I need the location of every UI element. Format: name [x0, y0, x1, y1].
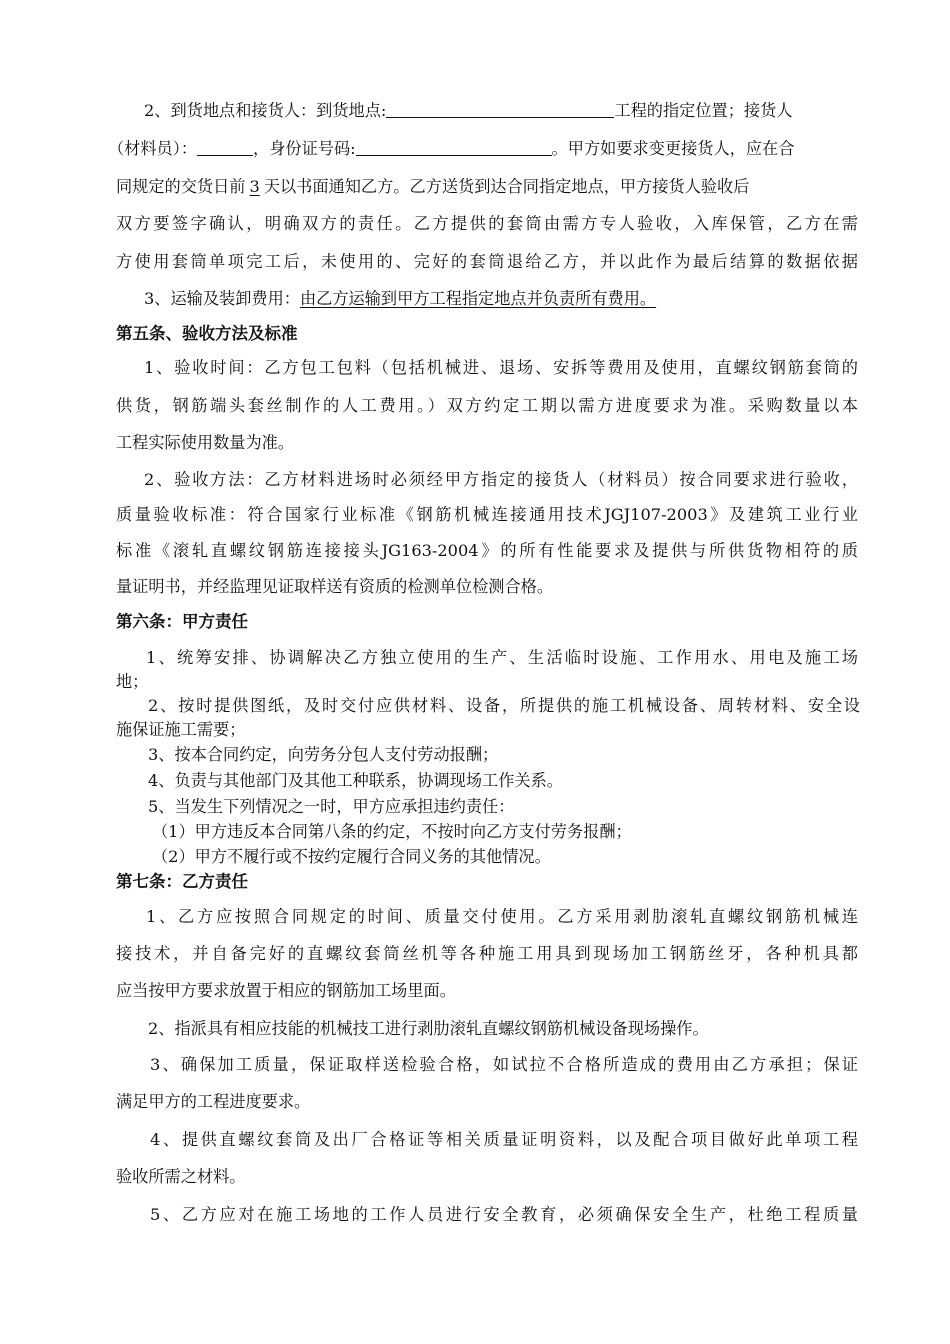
list-item: 2、指派具有相应技能的机械技工进行剥肋滚轧直螺纹钢筋机械设备现场操作。 — [148, 1019, 709, 1038]
id-number-blank — [356, 139, 552, 156]
paragraph-line: 标准《滚轧直螺纹钢筋连接接头JG163-2004》的所有性能要求及提供与所供货物相符的质 — [116, 541, 858, 560]
notice-days-value: 3 — [249, 177, 260, 196]
list-item: 2、按时提供图纸，及时交付应供材料、设备，所提供的施工机械设备、周转材料、安全设 — [148, 696, 860, 715]
list-item: 接技术，并自备完好的直螺纹套筒丝机等各种施工用具到现场加工钢筋丝牙，各种机具都 — [116, 944, 858, 963]
transport-fee-line: 3、运输及装卸费用：由乙方运输到甲方工程指定地点并负责所有费用。 — [144, 289, 657, 308]
list-item: 应当按甲方要求放置于相应的钢筋加工场里面。 — [116, 981, 456, 1000]
paragraph-line: 方使用套筒单项完工后，未使用的、完好的套筒退给乙方，并以此作为最后结算的数据依据 — [116, 252, 858, 271]
delivery-location-blank — [386, 101, 614, 118]
notice-days-line: 同规定的交货日前 3 天以书面通知乙方。乙方送货到达合同指定地点，甲方接货人验收后 — [116, 177, 750, 196]
list-item: 5、乙方应对在施工场地的工作人员进行安全教育，必须确保安全生产，杜绝工程质量 — [150, 1205, 858, 1224]
paragraph-line: 工程实际使用数量为准。 — [116, 433, 295, 452]
paragraph-line: 2、验收方法：乙方材料进场时必须经甲方指定的接货人（材料员）按合同要求进行验收， — [144, 470, 858, 489]
list-item: 3、按本合同约定，向劳务分包人支付劳动报酬； — [148, 745, 499, 764]
article-7-heading: 第七条：乙方责任 — [116, 872, 248, 891]
list-item: （1）甲方违反本合同第八条的约定，不按时向乙方支付劳务报酬； — [152, 822, 632, 841]
paragraph-line: 量证明书，并经监理见证取样送有资质的检测单位检测合格。 — [116, 577, 554, 596]
delivery-location-line: 2、到货地点和接货人：到货地点: 工程的指定位置；接货人 — [144, 101, 793, 120]
list-item: 地； — [116, 672, 149, 691]
paragraph-line: 供货，钢筋端头套丝制作的人工费用。）双方约定工期以需方进度要求为准。采购数量以本 — [116, 396, 858, 415]
list-item: 4、负责与其他部门及其他工种联系，协调现场工作关系。 — [148, 771, 563, 790]
paragraph-line: 质量验收标准：符合国家行业标准《钢筋机械连接通用技术JGJ107-2003》及建筑工业行业 — [116, 505, 858, 524]
list-item: 1、统筹安排、协调解决乙方独立使用的生产、生活临时设施、工作用水、用电及施工场 — [146, 648, 858, 667]
list-item: 施保证施工需要； — [116, 720, 246, 739]
paragraph-line: 1、验收时间：乙方包工包料（包括机械进、退场、安拆等费用及使用，直螺纹钢筋套筒的 — [144, 358, 858, 377]
list-item: 3、确保加工质量，保证取样送检验合格，如试拉不合格所造成的费用由乙方承担；保证 — [150, 1055, 858, 1074]
list-item: （2）甲方不履行或不按约定履行合同义务的其他情况。 — [152, 847, 551, 866]
list-item: 5、当发生下列情况之一时，甲方应承担违约责任： — [148, 797, 515, 816]
list-item: 1、乙方应按照合同规定的时间、质量交付使用。乙方采用剥肋滚轧直螺纹钢筋机械连 — [146, 907, 858, 926]
list-item: 满足甲方的工程进度要求。 — [116, 1092, 311, 1111]
list-item: 验收所需之材料。 — [116, 1167, 246, 1186]
article-6-heading: 第六条：甲方责任 — [116, 612, 248, 631]
transport-fee-value: 由乙方运输到甲方工程指定地点并负责所有费用。 — [300, 289, 657, 308]
receiver-line: （材料员）： ，身份证号码: 。甲方如要求变更接货人，应在合 — [108, 139, 795, 158]
paragraph-line: 双方要签字确认，明确双方的责任。乙方提供的套筒由需方专人验收，入库保管，乙方在需 — [116, 214, 858, 233]
list-item: 4、提供直螺纹套筒及出厂合格证等相关质量证明资料，以及配合项目做好此单项工程 — [150, 1130, 858, 1149]
receiver-name-blank — [197, 139, 253, 156]
article-5-heading: 第五条、验收方法及标准 — [116, 324, 298, 343]
